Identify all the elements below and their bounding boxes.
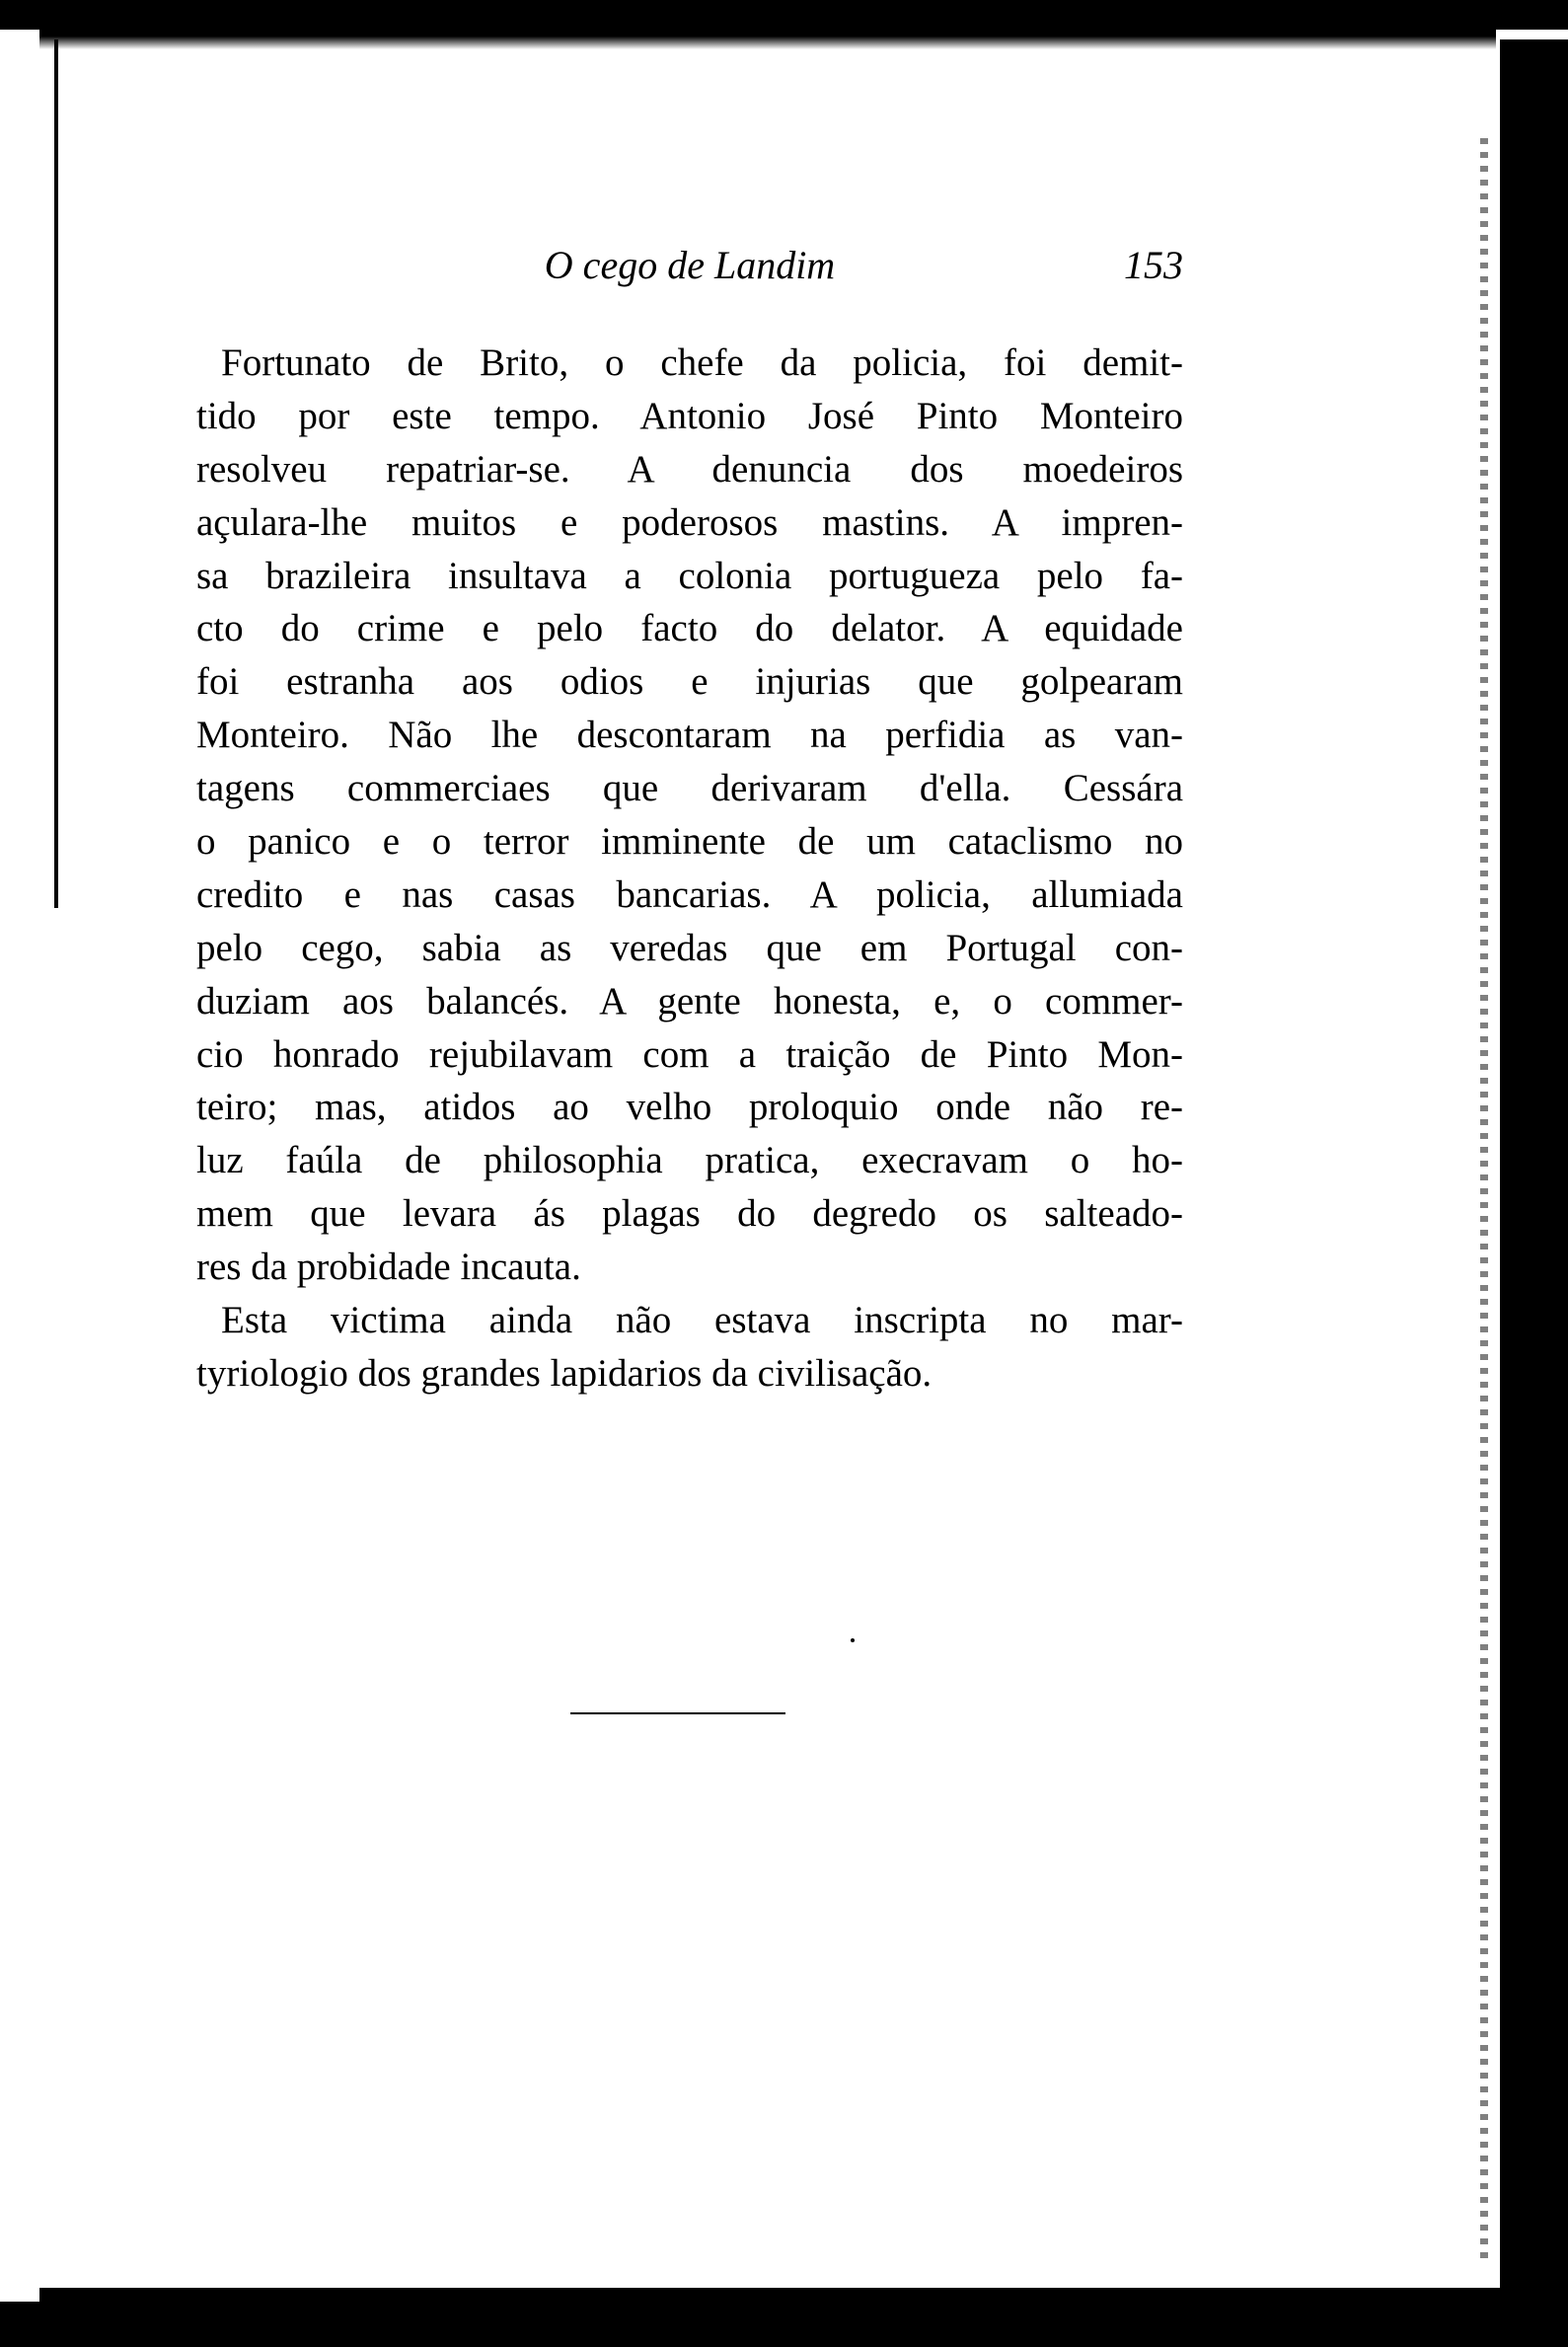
text-line: sa brazileira insultava a colonia portugueza pelo fa- [196,554,1183,597]
text-line: res da probidade incauta. [196,1246,581,1289]
text-line: teiro; mas, atidos ao velho proloquio onde não re- [196,1086,1183,1129]
text-line: o panico e o terror imminente de um cataclismo no [196,820,1183,864]
body-text [196,337,1183,1401]
text-line: açulara-lhe muitos e poderosos mastins. A impren- [196,500,1183,544]
text-line: duziam aos balancés. A gente honesta, e, o commer- [196,979,1183,1022]
text-line: mem que levara ás plagas do degredo os salteado- [196,1192,1183,1236]
page-header [196,242,1183,297]
scan-edge-right [1500,39,1568,2347]
text-line: tagens commerciaes que derivaram d'ella. Cessára [196,767,1183,810]
text-line: Fortunato de Brito, o chefe da policia, foi demit- [221,341,1183,384]
scan-edge-right-pages [1480,138,1488,2260]
text-line: cio honrado rejubilavam com a traição de Pinto Mon- [196,1032,1183,1076]
scan-edge-left [54,39,58,908]
text-line: luz faúla de philosophia pratica, execravam o ho- [196,1139,1183,1182]
scan-edge-top [0,0,1568,30]
page-number: 153 [1124,243,1183,287]
text-line: tido por este tempo. Antonio José Pinto Monteiro [196,394,1183,437]
scan-edge-top-shadow [39,28,1496,49]
ink-speck [851,1638,855,1642]
text-line: Esta victima ainda não estava inscripta no mar- [221,1299,1183,1342]
text-line: pelo cego, sabia as veredas que em Portugal con- [196,926,1183,969]
text-line: resolveu repatriar-se. A denuncia dos moedeiros [196,447,1183,491]
scan-edge-bottom-line [39,2288,1510,2302]
running-title: O cego de Landim [544,243,836,287]
text-line: Monteiro. Não lhe descontaram na perfidia as van- [196,714,1183,757]
text-line: tyriologio dos grandes lapidarios da civilisação. [196,1351,933,1395]
scan-edge-bottom [0,2302,1568,2347]
text-line: credito e nas casas bancarias. A policia, allumiada [196,872,1183,916]
text-line: cto do crime e pelo facto do delator. A equidade [196,607,1183,650]
end-rule [570,1712,785,1714]
paragraph [196,1294,1183,1401]
text-line: foi estranha aos odios e injurias que golpearam [196,660,1183,704]
paragraph [196,337,1183,1294]
